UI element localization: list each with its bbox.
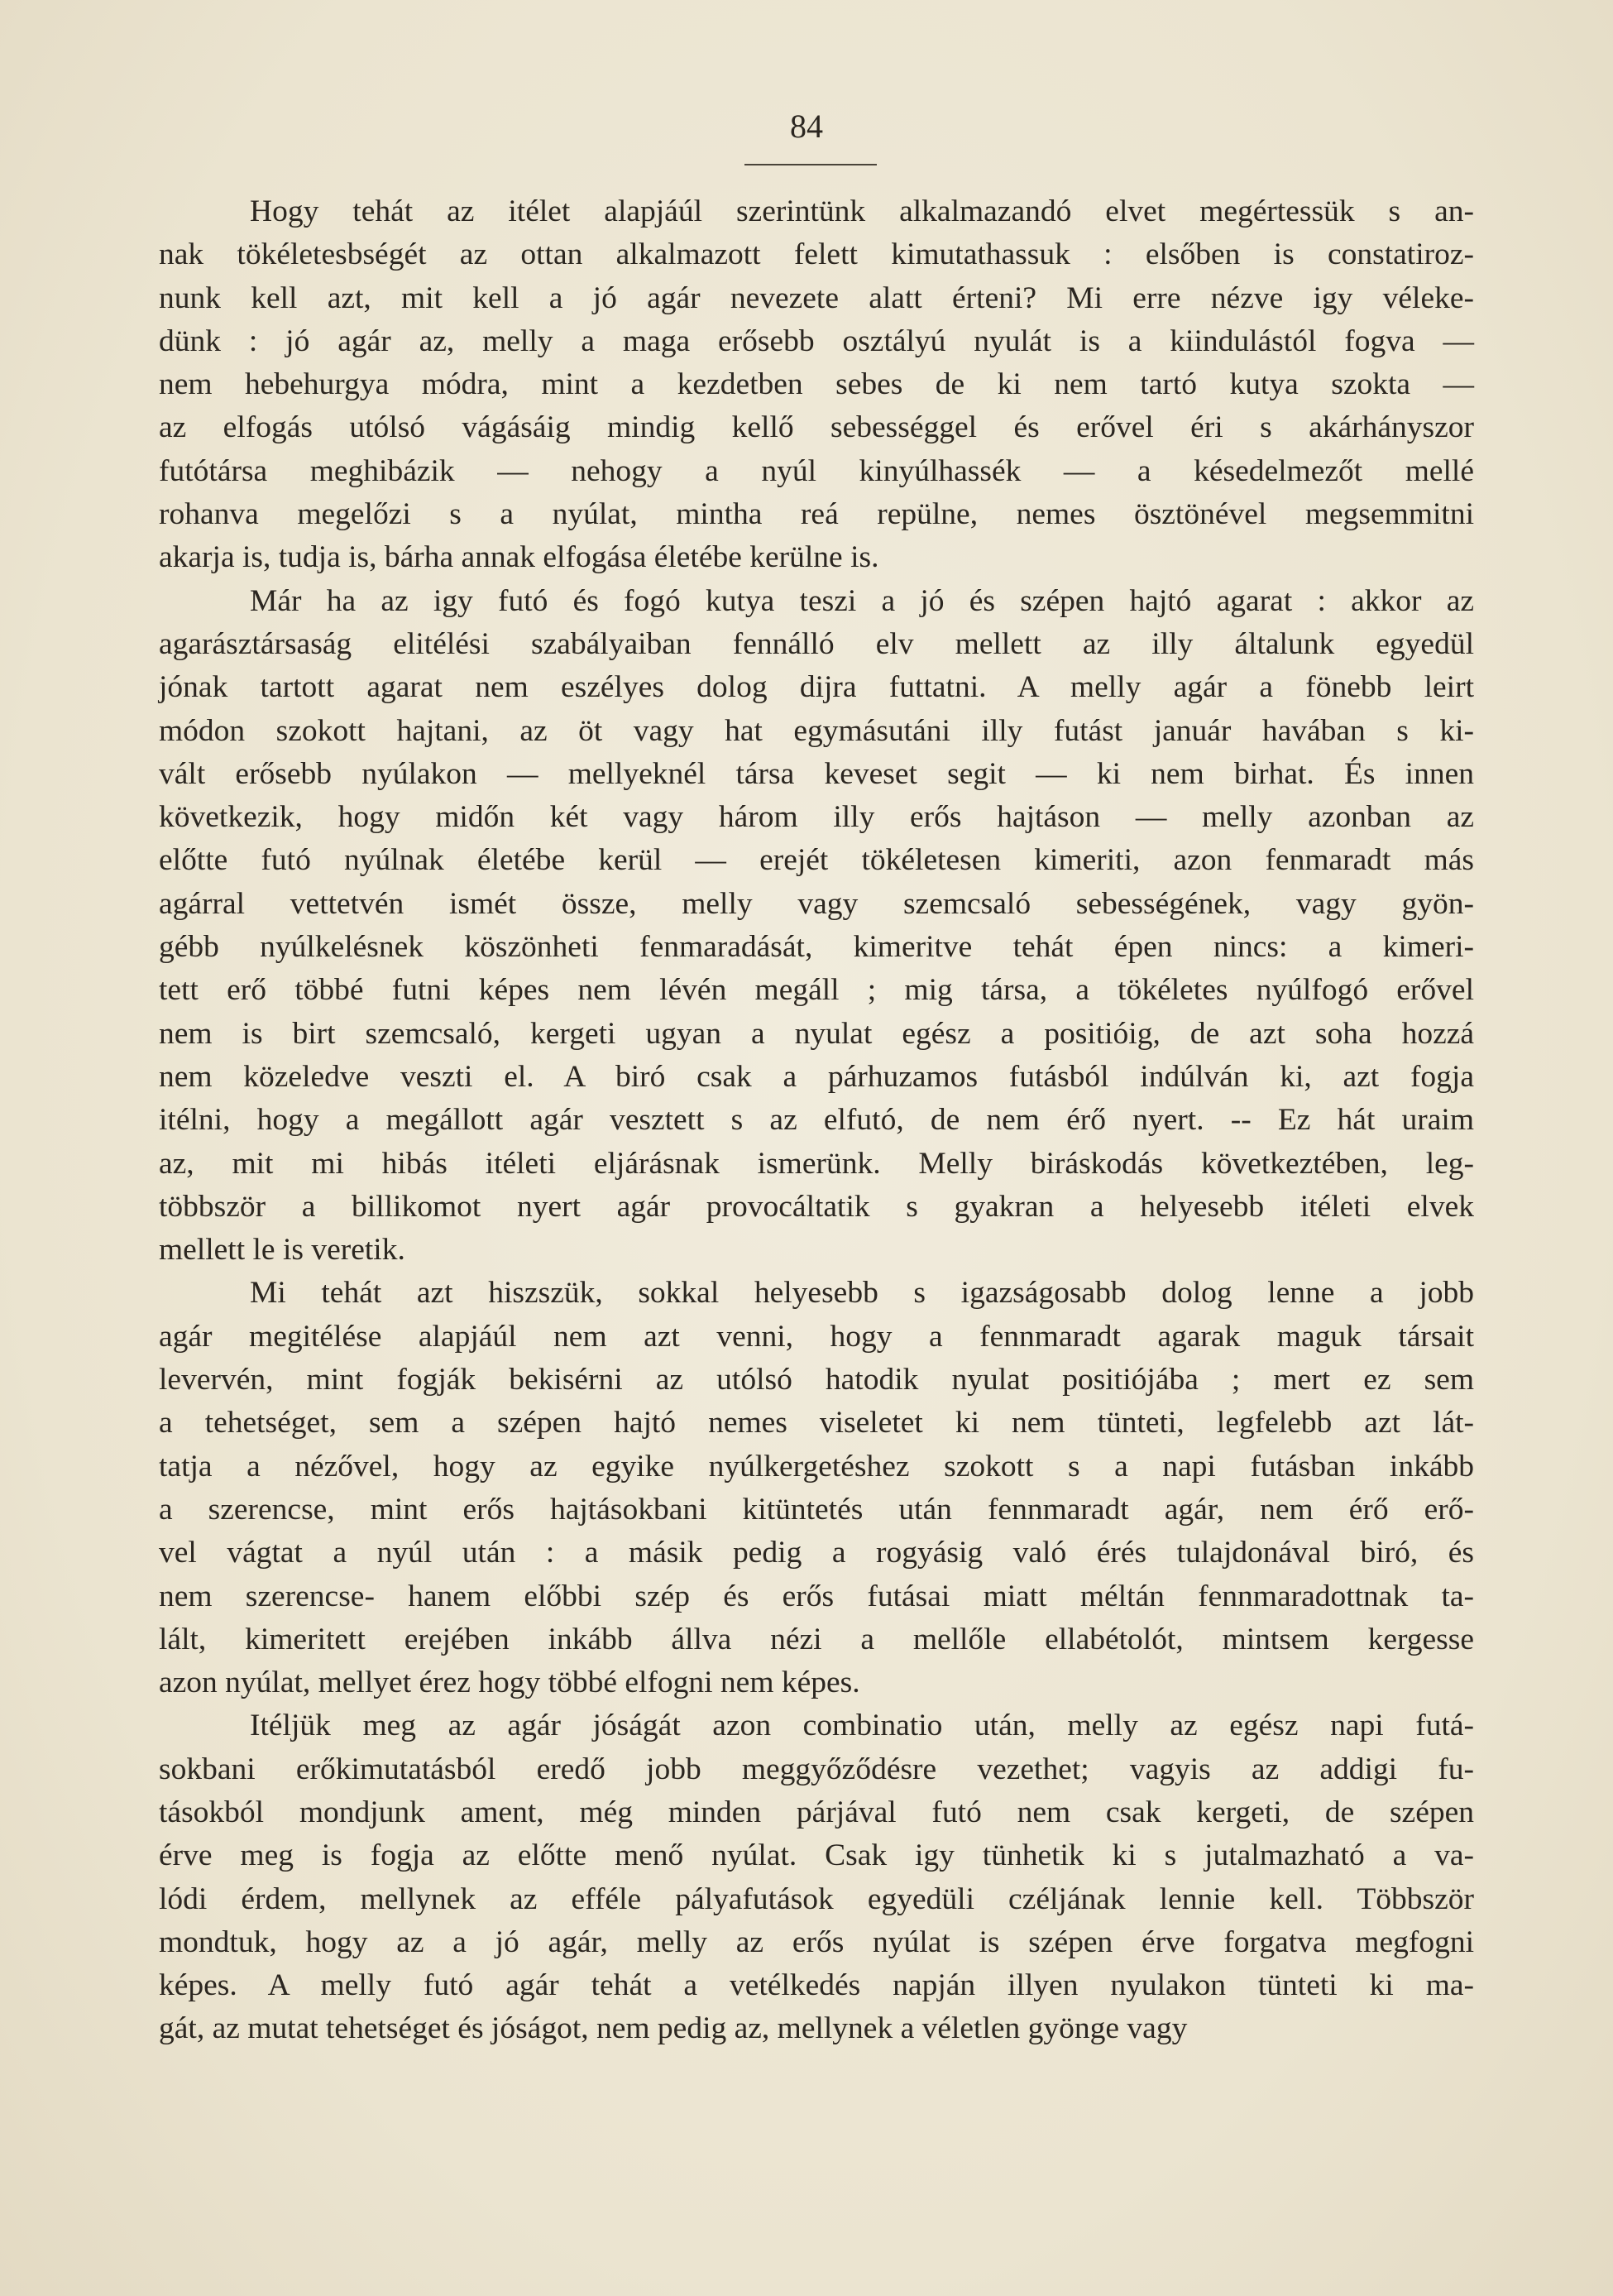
text-line: sokbani erőkimutatásból eredő jobb meggyőződésre vezethet; vagyis az addigi fu- (159, 1752, 1474, 1786)
text-line: következik, hogy midőn két vagy három illy erős hajtáson — melly azonban az (159, 800, 1474, 835)
text-line: azon nyúlat, mellyet érez hogy többé elfogni nem képes. (159, 1666, 860, 1700)
text-line: tett erő többé futni képes nem lévén megáll ; mig társa, a tökéletes nyúlfogó erővel (159, 973, 1474, 1008)
text-line: nem közeledve veszti el. A biró csak a párhuzamos futásból indúlván ki, azt fogja (159, 1059, 1474, 1094)
text-line: lált, kimeritett erejében inkább állva nézi a mellőle ellabétolót, mintsem kergesse (159, 1622, 1474, 1656)
text-line: az elfogás utólsó vágásáig mindig kellő sebességgel és erővel éri s akárhányszor (159, 410, 1474, 445)
paragraph (159, 190, 1474, 580)
text-line: Itéljük meg az agár jóságát azon combinatio után, melly az egész napi futá- (250, 1709, 1474, 1743)
text-line: itélni, hogy a megállott agár vesztett s az elfutó, de nem érő nyert. -- Ez hát uraim (159, 1103, 1474, 1138)
text-line: akarja is, tudja is, bárha annak elfogása életébe kerülne is. (159, 540, 879, 575)
text-line: Már ha az igy futó és fogó kutya teszi a jó és szépen hajtó agarat : akkor az (250, 583, 1474, 618)
text-line: a tehetséget, sem a szépen hajtó nemes viseletet ki nem tünteti, legfelebb azt lát- (159, 1406, 1474, 1440)
text-line: nak tökéletesbségét az ottan alkalmazott felett kimutathassuk : elsőben is constatiroz- (159, 237, 1474, 272)
text-line: agár megitélése alapjáúl nem azt venni, hogy a fennmaradt agarak maguk társait (159, 1319, 1474, 1354)
text-line: lódi érdem, mellynek az efféle pályafutások egyedüli czéljának lennie kell. Többször (159, 1881, 1474, 1916)
paragraph (159, 1272, 1474, 1704)
text-line: levervén, mint fogják bekisérni az utólsó hatodik nyulat positiójába ; mert ez sem (159, 1363, 1474, 1397)
text-line: mondtuk, hogy az a jó agár, melly az erős nyúlat is szépen érve forgatva megfogni (159, 1925, 1474, 1959)
body-text (159, 190, 1474, 2051)
text-line: képes. A melly futó agár tehát a vetélkedés napján illyen nyulakon tünteti ki ma- (159, 1968, 1474, 2003)
text-line: Hogy tehát az itélet alapjáúl szerintünk alkalmazandó elvet megértessük s an- (250, 194, 1474, 228)
paragraph (159, 580, 1474, 1273)
header-rule (744, 164, 877, 165)
text-line: előtte futó nyúlnak életébe kerül — erejét tökéletesen kimeriti, azon fenmaradt más (159, 843, 1474, 878)
text-line: nem szerencse- hanem előbbi szép és erős futásai miatt méltán fennmaradottnak ta- (159, 1579, 1474, 1613)
text-line: gébb nyúlkelésnek köszönheti fenmaradását, kimeritve tehát épen nincs: a kimeri- (159, 930, 1474, 965)
text-line: agárral vettetvén ismét össze, melly vagy szemcsaló sebességének, vagy gyön- (159, 886, 1474, 921)
text-line: Mi tehát azt hiszszük, sokkal helyesebb s igazságosabb dolog lenne a jobb (250, 1276, 1474, 1311)
text-line: nunk kell azt, mit kell a jó agár nevezete alatt érteni? Mi erre nézve igy véleke- (159, 280, 1474, 315)
page-number: 84 (790, 108, 823, 145)
text-line: az, mit mi hibás itéleti eljárásnak ismerünk. Melly biráskodás következtében, leg- (159, 1146, 1474, 1181)
text-line: többször a billikomot nyert agár provocáltatik s gyakran a helyesebb itéleti elvek (159, 1189, 1474, 1224)
text-line: agarásztársaság elitélési szabályaiban fennálló elv mellett az illy általunk egyedül (159, 626, 1474, 661)
text-line: tatja a nézővel, hogy az egyike nyúlkergetéshez szokott s a napi futásban inkább (159, 1449, 1474, 1484)
text-line: vel vágtat a nyúl után : a másik pedig a rogyásig való érés tulajdonával biró, és (159, 1536, 1474, 1570)
text-line: gát, az mutat tehetséget és jóságot, nem pedig az, mellynek a véletlen gyönge vagy (159, 2011, 1188, 2046)
text-line: vált erősebb nyúlakon — mellyeknél társa keveset segit — ki nem birhat. És innen (159, 756, 1474, 791)
text-line: mellett le is veretik. (159, 1233, 405, 1268)
text-line: nem hebehurgya módra, mint a kezdetben sebes de ki nem tartó kutya szokta — (159, 367, 1474, 402)
text-line: futótársa meghibázik — nehogy a nyúl kinyúlhassék — a késedelmezőt mellé (159, 453, 1474, 488)
text-line: a szerencse, mint erős hajtásokbani kitüntetés után fennmaradt agár, nem érő erő- (159, 1492, 1474, 1527)
text-line: jónak tartott agarat nem eszélyes dolog dijra futtatni. A melly agár a fönebb leirt (159, 670, 1474, 705)
text-line: tásokból mondjunk ament, még minden párjával futó nem csak kergeti, de szépen (159, 1795, 1474, 1829)
paragraph (159, 1704, 1474, 2050)
text-line: rohanva megelőzi s a nyúlat, mintha reá repülne, nemes ösztönével megsemmitni (159, 497, 1474, 532)
text-line: dünk : jó agár az, melly a maga erősebb osztályú nyulát is a kiindulástól fogva — (159, 324, 1474, 358)
text-line: módon szokott hajtani, az öt vagy hat egymásutáni illy futást január havában s ki- (159, 713, 1474, 748)
text-line: érve meg is fogja az előtte menő nyúlat. Csak igy tünhetik ki s jutalmazható a va- (159, 1838, 1474, 1873)
text-line: nem is birt szemcsaló, kergeti ugyan a nyulat egész a positióig, de azt soha hozzá (159, 1016, 1474, 1051)
